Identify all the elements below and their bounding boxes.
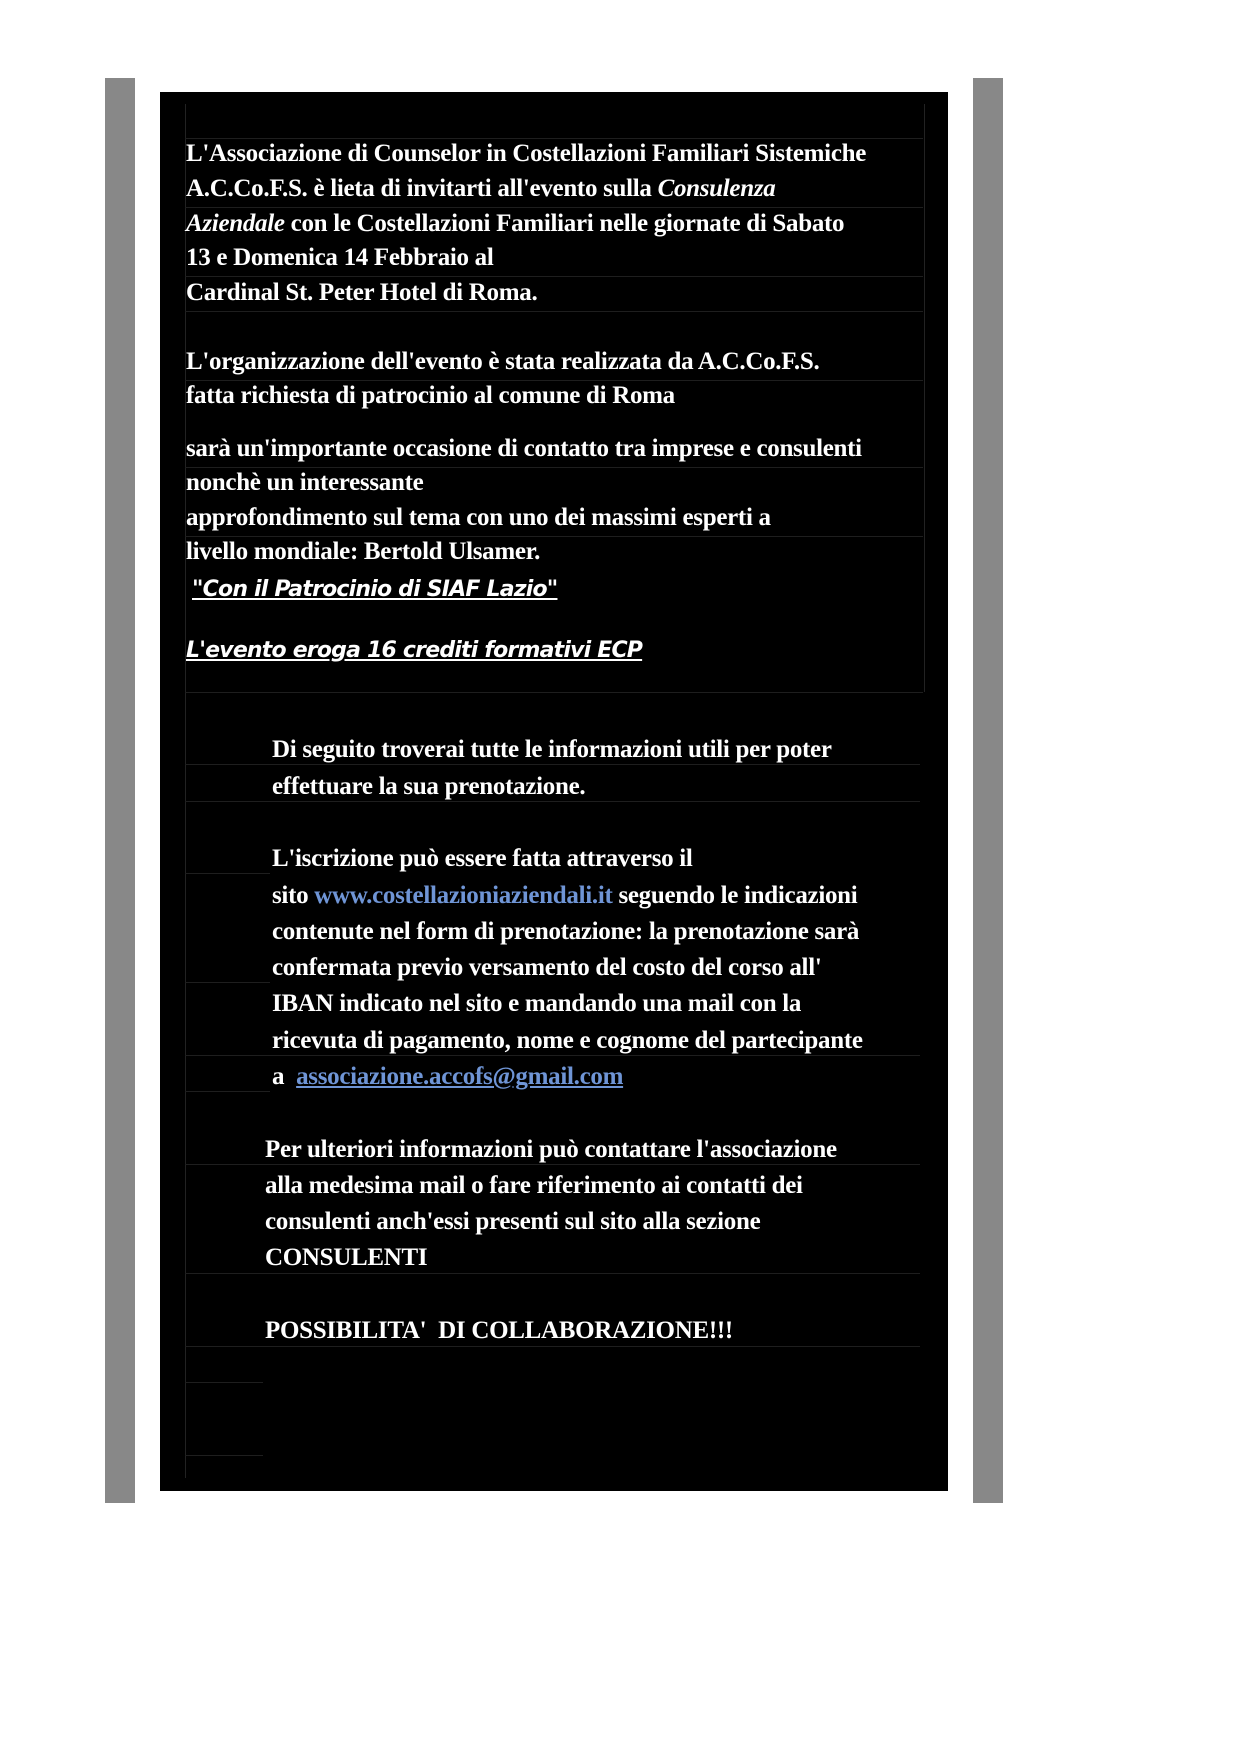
registration-line: IBAN indicato nel sito e mandando una mail con la [272, 990, 802, 1017]
registration-line: L'iscrizione può essere fatta attraverso il [272, 845, 693, 872]
divider [185, 1091, 270, 1092]
intro-line [186, 208, 844, 240]
intro-line: L'Associazione di Counselor in Costellazioni Familiari Sistemiche [186, 140, 867, 167]
patronage-text: "Con il Patrocinio di SIAF Lazio" [192, 577, 558, 602]
intro-text: con le Costellazioni Familiari nelle giornate di Sabato [284, 210, 845, 237]
registration-line: ricevuta di pagamento, nome e cognome del partecipante [272, 1027, 863, 1054]
email-link[interactable]: associazione.accofs@gmail.com [296, 1063, 624, 1090]
occasion-line: sarà un'importante occasione di contatto tra imprese e consulenti [186, 435, 862, 462]
registration-text: a [272, 1063, 297, 1090]
registration-text: sito [272, 882, 315, 909]
contact-line: consulenti anch'essi presenti sul sito alla sezione [265, 1208, 761, 1235]
registration-text: seguendo le indicazioni [612, 882, 858, 909]
divider [185, 1455, 263, 1456]
info-line: effettuare la sua prenotazione. [272, 773, 586, 800]
contact-line: alla medesima mail o fare riferimento ai contatti dei [265, 1172, 803, 1199]
info-line: Di seguito troverai tutte le informazioni utili per poter [272, 736, 832, 763]
intro-line: Cardinal St. Peter Hotel di Roma. [186, 279, 538, 306]
intro-line: 13 e Domenica 14 Febbraio al [186, 244, 494, 271]
divider [185, 873, 270, 874]
occasion-line: nonchè un interessante [186, 469, 424, 496]
intro-italic: Consulenza [657, 175, 776, 202]
registration-line [272, 1061, 623, 1093]
divider [185, 311, 923, 312]
collaboration-text: POSSIBILITA' DI COLLABORAZIONE!!! [265, 1317, 733, 1344]
occasion-line: approfondimento sul tema con uno dei massimi esperti a [186, 504, 771, 531]
credits-text: L'evento eroga 16 crediti formativi ECP [186, 638, 643, 663]
contact-line: Per ulteriori informazioni può contattare l'associazione [265, 1136, 837, 1163]
intro-text: A.C.Co.F.S. è lieta di invitarti all'evento sulla [186, 175, 658, 202]
divider [185, 692, 923, 693]
left-margin-bar [105, 78, 135, 1503]
organization-line: L'organizzazione dell'evento è stata realizzata da A.C.Co.F.S. [186, 348, 820, 375]
divider [185, 982, 270, 983]
website-link[interactable]: www.costellazioniaziendali.it [314, 882, 613, 909]
occasion-line: livello mondiale: Bertold Ulsamer. [186, 538, 541, 565]
intro-italic: Aziendale [186, 210, 285, 237]
registration-line: contenute nel form di prenotazione: la prenotazione sarà [272, 918, 860, 945]
intro-line [186, 173, 775, 205]
organization-line: fatta richiesta di patrocinio al comune di Roma [186, 382, 675, 409]
contact-line: CONSULENTI [265, 1244, 428, 1271]
divider [185, 1382, 263, 1383]
registration-line: confermata previo versamento del costo del corso all' [272, 954, 822, 981]
registration-line [272, 880, 857, 912]
right-margin-bar [973, 78, 1003, 1503]
